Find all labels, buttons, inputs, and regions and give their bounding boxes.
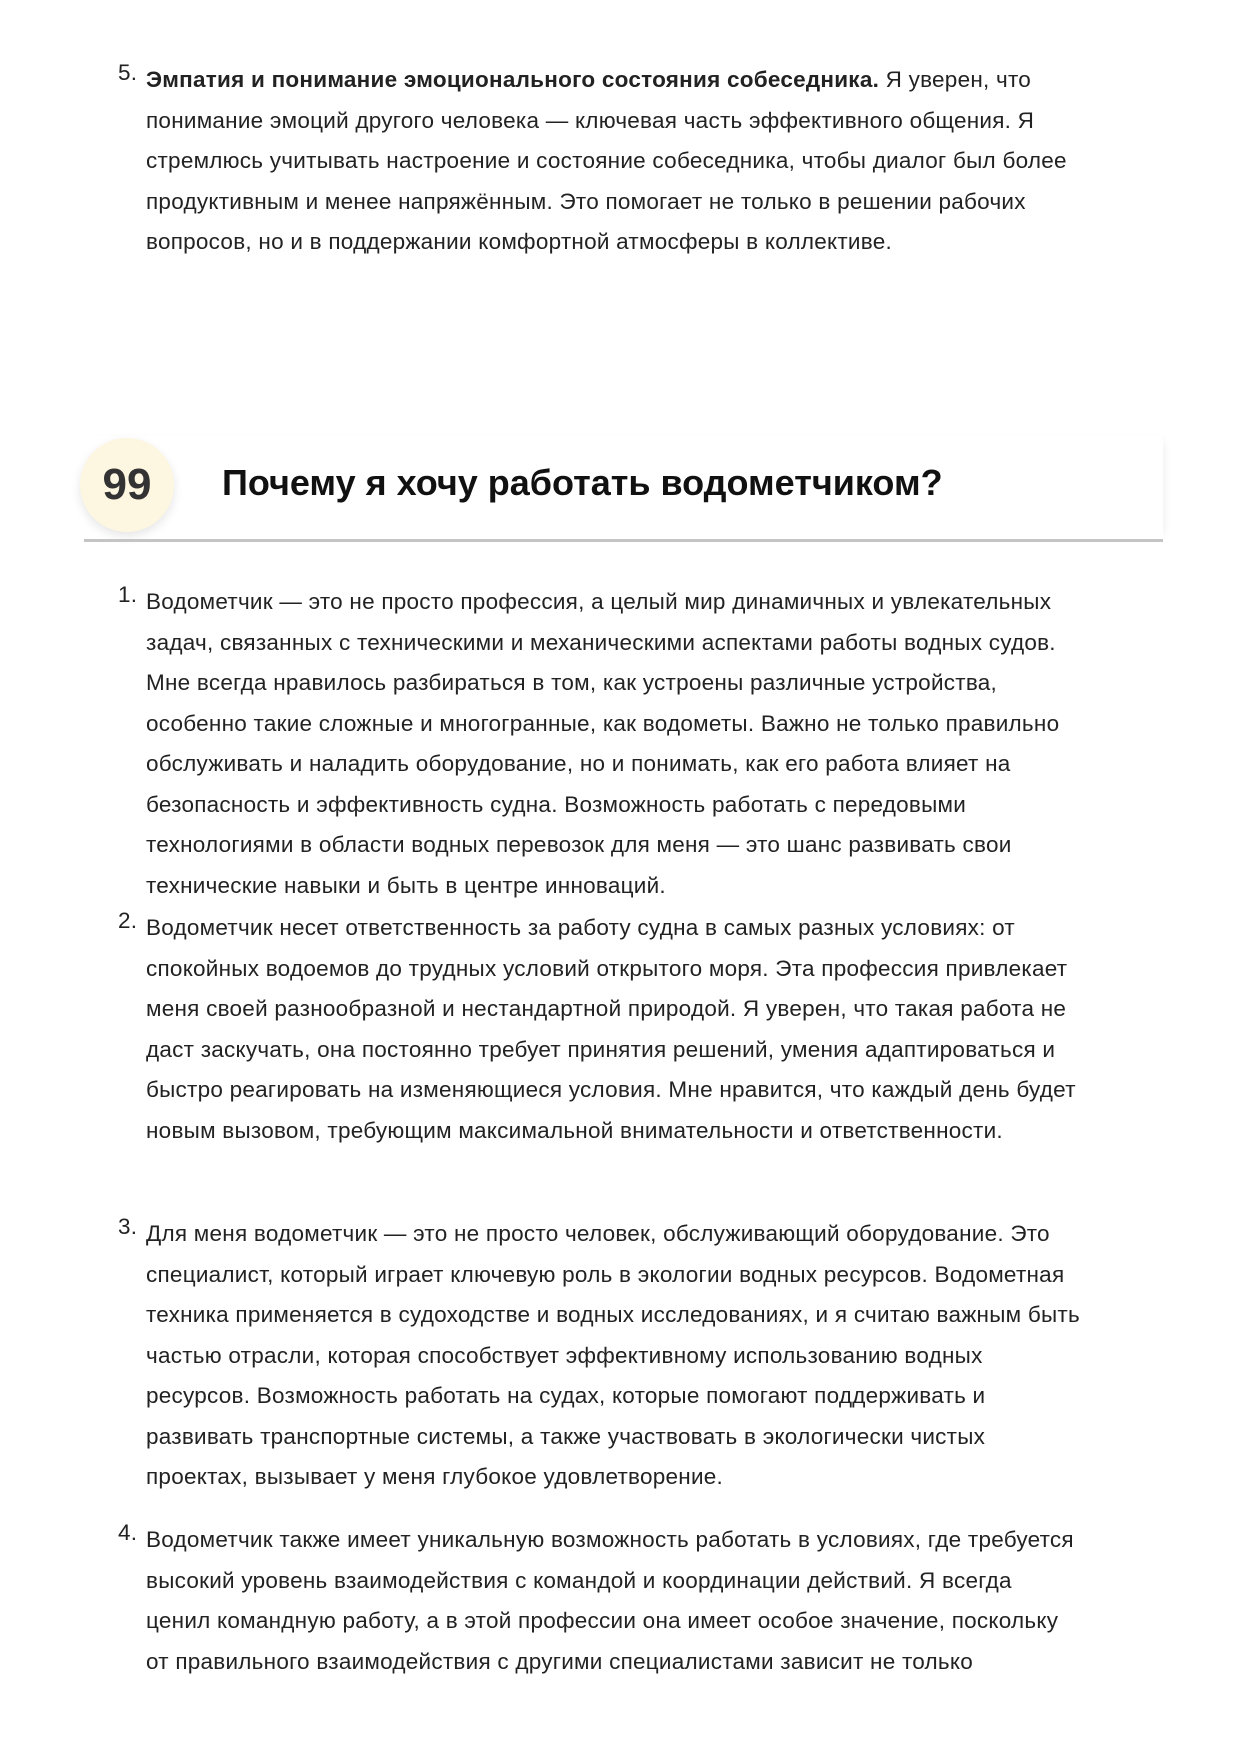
text-line: продуктивным и менее напряжённым. Это помогает не только в решении рабочих: [146, 188, 1026, 214]
text-line: высокий уровень взаимодействия с командой и координации действий. Я всегда: [146, 1567, 1012, 1593]
text-line: быстро реагировать на изменяющиеся условия. Мне нравится, что каждый день будет: [146, 1077, 1076, 1102]
text-line: Водометчик также имеет уникальную возможность работать в условиях, где требуется: [146, 1527, 1074, 1552]
text-line: Водометчик несет ответственность за работу судна в самых разных условиях: от: [146, 915, 1015, 940]
text-line: развивать транспортные системы, а также участвовать в экологически чистых: [146, 1423, 986, 1449]
text-line: технические навыки и быть в центре инноваций.: [146, 872, 666, 898]
text-line: технологиями в области водных перевозок для меня — это шанс развивать свои: [146, 832, 1012, 857]
text-line: стремлюсь учитывать настроение и состояние собеседника, чтобы диалог был более: [146, 148, 1067, 173]
list-number: 3.: [118, 1214, 138, 1239]
list-number: 2.: [118, 908, 138, 933]
list-number: 5.: [118, 60, 138, 85]
section-title: Почему я хочу работать водометчиком?: [222, 462, 943, 503]
text-line: частью отрасли, которая способствует эффективному использованию водных: [146, 1342, 983, 1368]
text-line: обслуживать и наладить оборудование, но и понимать, как его работа влияет на: [146, 751, 1011, 776]
section-divider: [84, 539, 1163, 542]
text-line: специалист, который играет ключевую роль в экологии водных ресурсов. Водометная: [146, 1261, 1065, 1287]
list-item-2: [118, 908, 1076, 1151]
text-line: ресурсов. Возможность работать на судах, которые помогают поддерживать и: [146, 1383, 986, 1408]
list-item-5: [118, 60, 1067, 263]
text-line: вопросов, но и в поддержании комфортной атмосферы в коллективе.: [146, 229, 892, 254]
text-line: безопасность и эффективность судна. Возможность работать с передовыми: [146, 791, 967, 817]
text-line: проектах, вызывает у меня глубокое удовлетворение.: [146, 1464, 724, 1489]
list-item-3: [118, 1214, 1080, 1498]
text-line: даст заскучать, она постоянно требует принятия решений, умения адаптироваться и: [146, 1036, 1056, 1062]
text-line: новым вызовом, требующим максимальной внимательности и ответственности.: [146, 1117, 1003, 1143]
list-number: 1.: [118, 582, 138, 607]
text-line: особенно такие сложные и многогранные, как водометы. Важно не только правильно: [146, 710, 1060, 736]
text-line: Для меня водометчик — это не просто человек, обслуживающий оборудование. Это: [146, 1221, 1050, 1246]
text-line: Мне всегда нравилось разбираться в том, как устроены различные устройства,: [146, 670, 998, 695]
text-line: от правильного взаимодействия с другими специалистами зависит не только: [146, 1648, 974, 1674]
section-number-badge: 99: [80, 438, 174, 532]
text-line: техника применяется в судоходстве и водных исследованиях, и я считаю важным быть: [146, 1302, 1080, 1327]
text-line: меня своей разнообразной и нестандартной природой. Я уверен, что такая работа не: [146, 996, 1067, 1021]
text-line: спокойных водоемов до трудных условий открытого моря. Эта профессия привлекает: [146, 955, 1068, 981]
text-line: понимание эмоций другого человека — ключевая часть эффективного общения. Я: [146, 107, 1035, 133]
list-item-1: [118, 582, 1060, 906]
text-line: Водометчик — это не просто профессия, а целый мир динамичных и увлекательных: [146, 589, 1052, 614]
item-bold-heading: Эмпатия и понимание эмоционального состояния собеседника.: [146, 67, 880, 92]
text-line: ценил командную работу, а в этой профессии она имеет особое значение, поскольку: [146, 1608, 1059, 1633]
list-number: 4.: [118, 1520, 138, 1545]
text-line: задач, связанных с техническими и механическими аспектами работы водных судов.: [146, 629, 1056, 655]
text-line: Я уверен, что: [879, 67, 1032, 92]
list-item-4: [118, 1520, 1074, 1682]
